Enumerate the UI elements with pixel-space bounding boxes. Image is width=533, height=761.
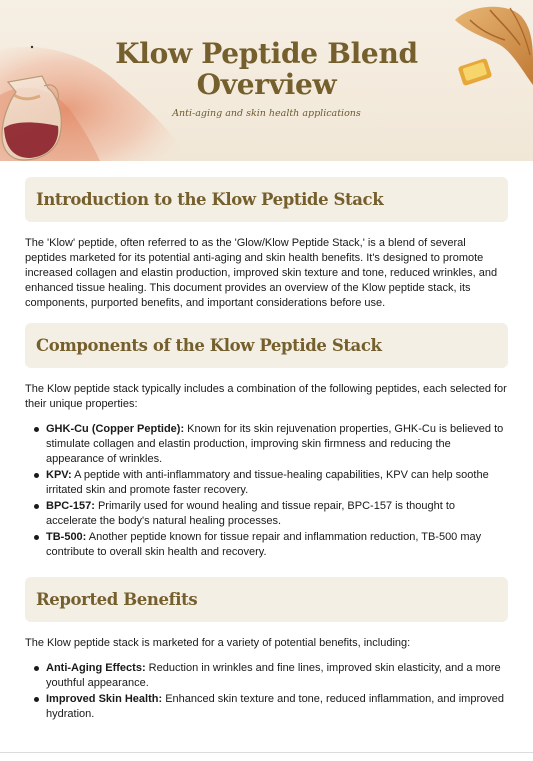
section-heading: Components of the Klow Peptide Stack [36, 336, 382, 355]
document-body [0, 177, 533, 723]
benefits-list [0, 661, 533, 722]
list-item [46, 422, 508, 467]
list-item-text: Another peptide known for tissue repair and inflammation reduction, TB-500 may contribute to overall skin health and recovery. [46, 531, 482, 558]
list-item-text: A peptide with anti-inflammatory and tissue-healing capabilities, KPV can help soothe irritated skin and promote faster recovery. [46, 469, 489, 496]
list-item [46, 499, 508, 529]
list-item-term: Improved Skin Health: [46, 693, 163, 705]
list-item [46, 692, 508, 722]
intro-paragraph: The 'Klow' peptide, often referred to as the 'Glow/Klow Peptide Stack,' is a blend of several peptides marketed for its potential anti-aging and skin health benefits. It's designed to promote increased collagen and elastin production, improved skin texture and tone, reduced wrinkles, and enhanced tissue healing. This document provides an overview of the Klow peptide stack, its components, purported benefits, and important considerations before use. [25, 237, 498, 309]
section-header-components [25, 323, 508, 368]
list-item-text: Reduction in wrinkles and fine lines, improved skin elasticity, and a more youthful appearance. [46, 662, 501, 689]
page-title: Klow Peptide Blend Overview [115, 37, 418, 101]
list-item [46, 661, 508, 691]
list-item-term: KPV: [46, 469, 72, 481]
list-item [46, 530, 508, 560]
list-item-term: GHK-Cu (Copper Peptide): [46, 423, 185, 435]
section-header-introduction [25, 177, 508, 222]
list-item-text: Primarily used for wound healing and tissue repair, BPC-157 is thought to accelerate the body's natural healing processes. [46, 500, 456, 527]
benefits-paragraph: The Klow peptide stack is marketed for a variety of potential benefits, including: [25, 637, 411, 649]
butter-icon [458, 58, 493, 86]
list-item-term: Anti-Aging Effects: [46, 662, 146, 674]
list-item-term: TB-500: [46, 531, 87, 543]
list-item-text: Known for its skin rejuvenation properties, GHK-Cu is believed to stimulate collagen and elastin production, improving skin firmness and reducing the appearance of wrinkles. [46, 423, 504, 465]
section-heading: Reported Benefits [36, 590, 198, 609]
section-heading: Introduction to the Klow Peptide Stack [36, 190, 384, 209]
list-item-term: BPC-157: [46, 500, 95, 512]
page-bottom-divider [0, 752, 533, 753]
components-paragraph: The Klow peptide stack typically includes a combination of the following peptides, each selected for their unique properties: [25, 383, 507, 410]
list-item [46, 468, 508, 498]
components-list [0, 422, 533, 560]
page-subtitle: Anti-aging and skin health applications [172, 108, 361, 119]
header-banner [0, 0, 533, 161]
list-item-text: Enhanced skin texture and tone, reduced inflammation, and improved hydration. [46, 693, 504, 720]
section-header-benefits [25, 577, 508, 622]
